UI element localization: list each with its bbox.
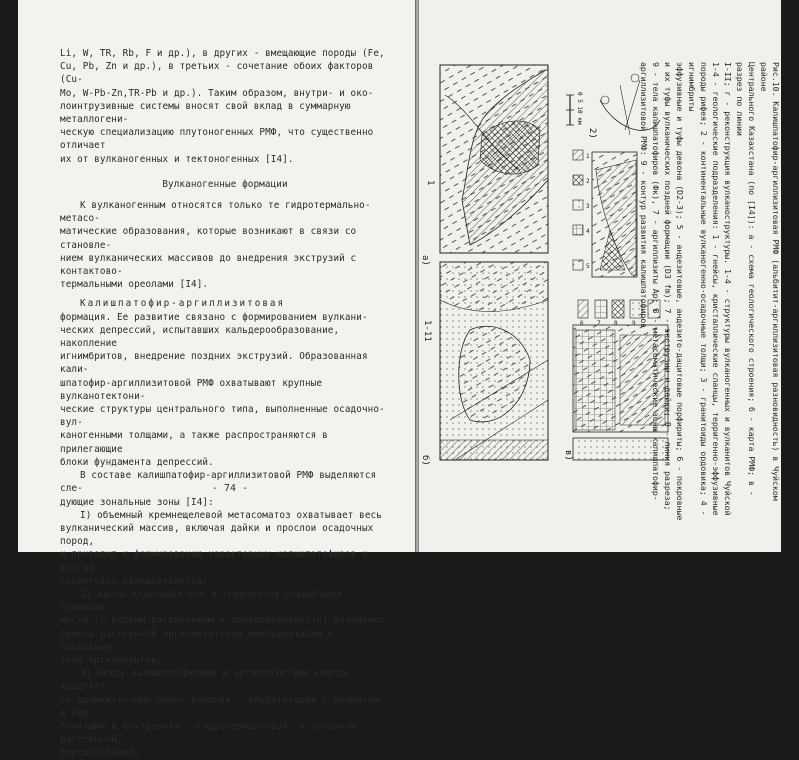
line: 3) между калишпатофирами и аргиллизитами иногда выделяет- bbox=[60, 668, 348, 693]
caption-line: Рис.10. Калишпатофир-аргиллизитовая РМФ (альбитит-аргиллизитовая разновидность) в Чуйском районе bbox=[759, 62, 781, 501]
line: ческие структуры центрального типа, выполненные осадочно-вул- bbox=[60, 404, 385, 429]
figure-caption-wrap bbox=[632, 62, 792, 542]
figure-label-b: б) bbox=[420, 455, 430, 466]
scale-bar bbox=[566, 95, 574, 125]
line: Li, W, TR, Rb, F и др.), в других - вмещающие породы (Fe, bbox=[60, 48, 385, 59]
line: игнимбритов, внедрение поздних экструзий. Образованная кали- bbox=[60, 351, 368, 376]
legend-number: 4 bbox=[586, 228, 590, 235]
line: ореолы рассеянной аргиллизитовой минерализации и локальные bbox=[60, 628, 334, 653]
line: К вулканогенным относятся только те гидротермально-метасо- bbox=[60, 200, 371, 225]
line: В составе калишпатофир-аргиллизитовой РМФ выделяются сле- bbox=[60, 470, 377, 495]
legend-number: 8 bbox=[614, 320, 618, 327]
line: нием вулканических массивов до внедрения экструзий с контактово- bbox=[60, 252, 357, 278]
caption-line: эффузивные и туфы девона (D2-3); 5 - андезитовые, андезито-дацитовые порфириты; 6 - покровные bbox=[675, 62, 685, 521]
line: хлоритовых калишпатолитов; bbox=[60, 575, 209, 587]
legend-number: 5 bbox=[586, 263, 590, 270]
line: ческих депрессий, испытавших кальдерообразование, накопление bbox=[60, 324, 340, 350]
line: 2) вдоль отдельных зон и горизонтов повышенной проницае- bbox=[60, 588, 343, 614]
line: Mo, W-Pb-Zn,TR-Pb и др.). Таким образом, внутри- и око- bbox=[60, 87, 374, 99]
line: тела аргиллизитов; bbox=[60, 654, 163, 666]
caption-line: и их туфы вулканических поздней формации (D3 fm); 7 - экструзии и дайки; 8 - линия разреза; bbox=[663, 62, 673, 511]
paragraph-7 bbox=[60, 667, 390, 759]
line: бонатами и внутренняя - гидросерицитовой, в основном рассеянной, bbox=[60, 720, 357, 746]
line: шпатофир-аргиллизитовой РМФ охватывают крупные вулканотектони- bbox=[60, 377, 323, 402]
caption-line: I-II; г - реконструкция вулканоструктуры. 1-4 - структуры вулканогенных и вулканитов Чуйской bbox=[723, 62, 733, 516]
figure-label-v: в) bbox=[563, 450, 573, 461]
line: термальными ореолами [I4]. bbox=[60, 279, 209, 291]
caption-line: 9 - тела калишпатофиров (Фк), 7 - аргиллизиты Ар; 8 - метасоматические зоны калишпатофир- bbox=[651, 62, 661, 501]
figure-caption bbox=[632, 62, 782, 522]
line: Cu, Pb, Zn и др.), в третьих - сочетание обоих факторов (Cu- bbox=[60, 61, 374, 86]
legend-number: 7 bbox=[597, 320, 601, 327]
line: их от вулканогенных и тектоногенных [I4]. bbox=[60, 153, 294, 165]
figure-label-1: 1 bbox=[425, 180, 435, 186]
line: дующие зональные зоны [I4]: bbox=[60, 496, 214, 508]
caption-line: Центрального Казахстана (по [I4]): а - схема геологического строения; б - карта РМФ; в - разрез по линии bbox=[735, 62, 757, 496]
line: березитизации; bbox=[60, 747, 140, 759]
page-number: - 74 - bbox=[211, 483, 249, 494]
line: формация. Ее развитие связано с формированием вулкани- bbox=[60, 311, 368, 323]
line: каногенными толщами, а также распространяются в прилегающие bbox=[60, 430, 328, 455]
caption-line: аргиллизитовой РМФ: 9 - контур развития калишпатофиров bbox=[639, 62, 649, 329]
caption-line: породы рифея; 2 - континентальные вулканогенно-осадочные толщи; 3 - гранитоиды ордовика; 4 - игнимбриты bbox=[687, 62, 709, 516]
heading-text: Вулканогенные формации bbox=[162, 178, 288, 190]
line: ся промежуточные зоны: внешняя - альбитизации с хлоритом и кар- bbox=[60, 694, 380, 719]
reconstruction-diagram bbox=[592, 152, 637, 277]
line: I) объемный кремнещелевой метасоматоз охватывает весь bbox=[80, 509, 382, 521]
figure-label-2: 2) bbox=[587, 128, 597, 139]
line: вулканический массив, включая дайки и прослои осадочных пород, bbox=[60, 522, 374, 548]
line: и приводит к формированию характерных калишпатофиров и других bbox=[60, 549, 368, 574]
line: ческую специализацию плутоногенных РМФ, что существенно отличает bbox=[60, 127, 374, 152]
map-b bbox=[440, 262, 548, 460]
line: матические образования, которые возникают в связи со становле- bbox=[60, 226, 357, 251]
figure-label-a: а) bbox=[420, 255, 430, 266]
caption-line: 1-4 - геологические подразделения: 1 - гнейсы, кристаллические сланцы, терригенно-эффузивные bbox=[711, 62, 721, 516]
line: лоинтрузивные системы вносят свой вклад в суммарную металлогени- bbox=[60, 100, 351, 126]
legend-number: 3 bbox=[586, 203, 590, 210]
legend-number: 2 bbox=[586, 178, 590, 185]
legend-number: 1 bbox=[586, 153, 590, 160]
paragraph-6 bbox=[60, 588, 390, 667]
figure-label-1-11: 1-11 bbox=[422, 320, 432, 342]
legend-number: 6 bbox=[580, 320, 584, 327]
map-a bbox=[440, 65, 548, 253]
line: мости (с редким расширением к палеоповерхности) возникают bbox=[60, 615, 385, 627]
line: блоки фундамента депрессий. bbox=[60, 456, 214, 468]
legend-number: 9 bbox=[632, 320, 636, 327]
line: Калишпатофир-аргиллизитовая bbox=[80, 298, 286, 310]
scale-label: 0 5 10 км bbox=[576, 92, 583, 125]
